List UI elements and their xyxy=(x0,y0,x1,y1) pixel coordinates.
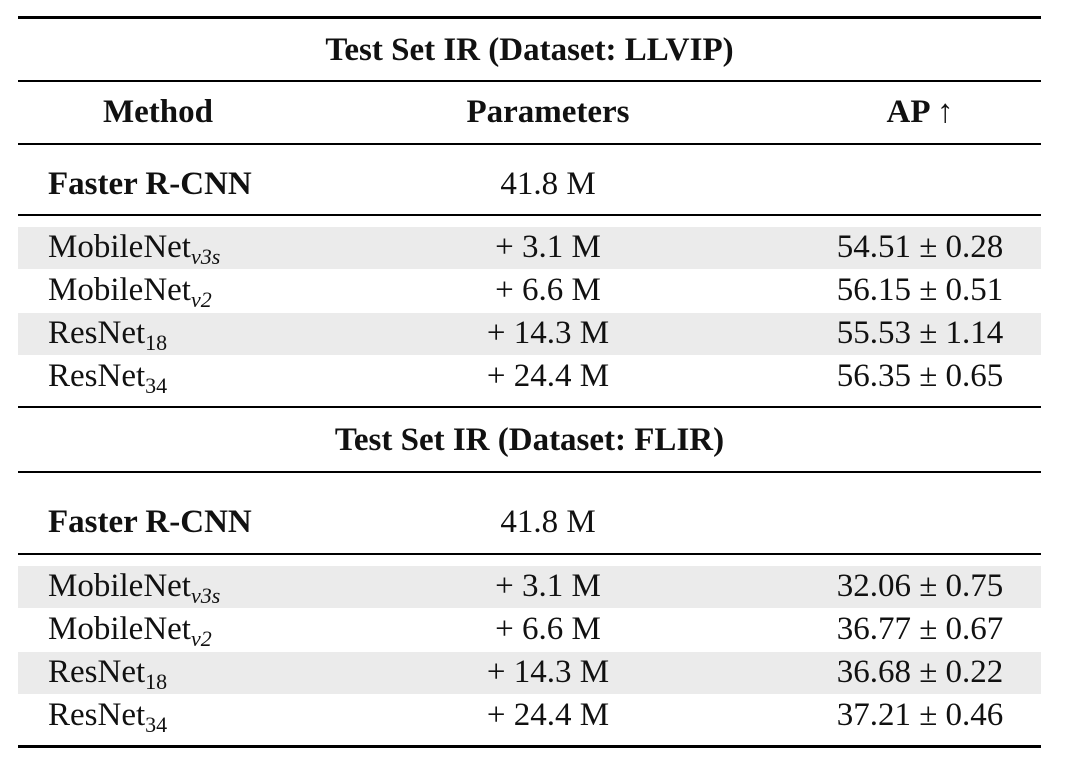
method-cell xyxy=(48,270,212,310)
method-cell xyxy=(48,313,167,353)
method-cell xyxy=(48,609,212,649)
baseline-method: Faster R-CNN xyxy=(48,504,252,540)
method-name: ResNet xyxy=(48,697,146,733)
column-header-ap: AP ↑ xyxy=(886,94,954,130)
parameters-cell: + 24.4 M xyxy=(486,358,610,394)
ap-cell: 54.51 ± 0.28 xyxy=(836,229,1004,265)
section-title-llvip: Test Set IR (Dataset: LLVIP) xyxy=(325,32,734,68)
ap-cell: 32.06 ± 0.75 xyxy=(836,568,1004,604)
ap-cell: 36.68 ± 0.22 xyxy=(836,654,1004,690)
method-cell xyxy=(48,652,167,692)
ap-cell: 55.53 ± 1.14 xyxy=(836,315,1004,351)
method-name: MobileNet xyxy=(48,611,191,647)
method-name: ResNet xyxy=(48,358,146,394)
ap-cell: 56.35 ± 0.65 xyxy=(836,358,1004,394)
method-name: ResNet xyxy=(48,315,146,351)
ap-cell: 37.21 ± 0.46 xyxy=(836,697,1004,733)
method-subscript: 18 xyxy=(145,330,168,355)
method-subscript: 34 xyxy=(145,373,168,398)
top-rule xyxy=(18,16,1041,19)
method-name: ResNet xyxy=(48,654,146,690)
ap-cell: 56.15 ± 0.51 xyxy=(836,272,1004,308)
method-subscript: 34 xyxy=(145,712,168,737)
section-1-baseline-rule xyxy=(18,214,1041,216)
parameters-cell: + 14.3 M xyxy=(486,654,610,690)
section-2-baseline-rule xyxy=(18,553,1041,555)
baseline-parameters: 41.8 M xyxy=(500,166,596,202)
parameters-cell: + 24.4 M xyxy=(486,697,610,733)
method-subscript: v3s xyxy=(190,244,221,269)
parameters-cell: + 14.3 M xyxy=(486,315,610,351)
column-header-method: Method xyxy=(103,94,213,130)
section-1-title-rule xyxy=(18,80,1041,82)
bottom-rule xyxy=(18,745,1041,748)
ap-cell: 36.77 ± 0.67 xyxy=(836,611,1004,647)
column-header-parameters: Parameters xyxy=(466,94,630,130)
parameters-cell: + 6.6 M xyxy=(495,272,601,308)
baseline-parameters: 41.8 M xyxy=(500,504,596,540)
method-cell xyxy=(48,227,220,267)
parameters-cell: + 3.1 M xyxy=(495,568,601,604)
method-subscript: v3s xyxy=(190,583,221,608)
method-cell xyxy=(48,566,220,606)
method-name: MobileNet xyxy=(48,568,191,604)
method-name: MobileNet xyxy=(48,229,191,265)
baseline-method: Faster R-CNN xyxy=(48,166,252,202)
section-1-end-rule xyxy=(18,406,1041,408)
method-subscript: v2 xyxy=(190,626,212,651)
parameters-cell: + 6.6 M xyxy=(495,611,601,647)
section-title-flir: Test Set IR (Dataset: FLIR) xyxy=(334,422,725,458)
header-rule xyxy=(18,143,1041,145)
method-name: MobileNet xyxy=(48,272,191,308)
parameters-cell: + 3.1 M xyxy=(495,229,601,265)
method-subscript: v2 xyxy=(190,287,212,312)
method-cell xyxy=(48,356,167,396)
section-2-title-rule xyxy=(18,471,1041,473)
method-cell xyxy=(48,695,167,735)
method-subscript: 18 xyxy=(145,669,168,694)
